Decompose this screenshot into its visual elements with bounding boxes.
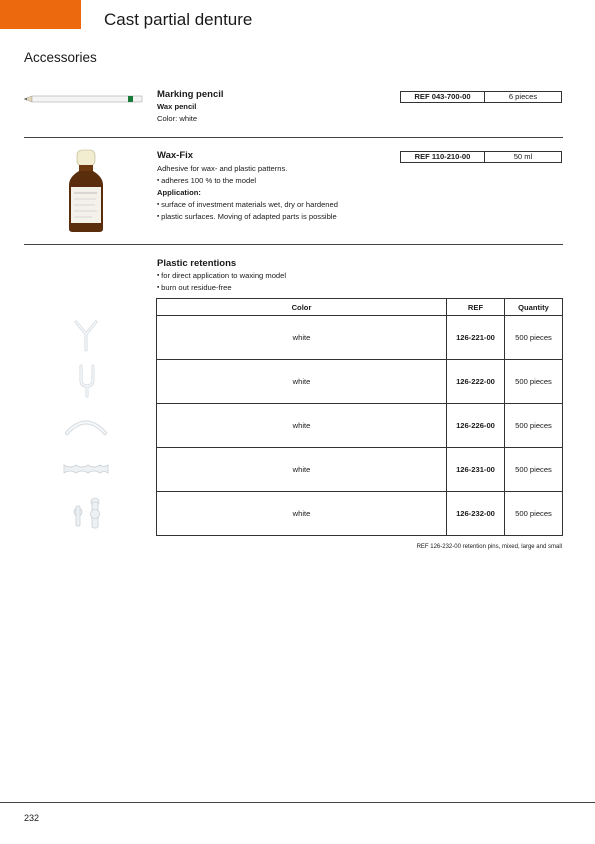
ref-cell: 126-222-00 [447,360,505,404]
ref-box-pencil [400,91,562,103]
wax-fix-bottle-image [66,149,106,233]
retentions-table [156,298,563,536]
application-heading: Application: [157,188,201,197]
retention-y-image [74,320,100,352]
product-name-plastic-retentions: Plastic retentions [157,258,237,269]
table-row [157,404,563,448]
bullet-item: ▪ plastic surfaces. Moving of adapted parts is possible [157,211,337,224]
column-header-ref: REF [447,299,505,316]
ref-cell: 126-221-00 [447,316,505,360]
ref-cell: 126-231-00 [447,448,505,492]
color-cell: white [157,492,447,536]
retention-bar-image [62,462,110,476]
quantity-cell: 500 pieces [505,316,563,360]
divider [24,244,563,245]
product-color-line: Color: white [157,114,198,123]
retention-arc-image [64,414,108,436]
color-cell: white [157,448,447,492]
product-name-wax-fix: Wax-Fix [157,150,194,161]
marking-pencil-image [24,94,144,104]
color-cell: white [157,316,447,360]
retention-fork-image [76,364,98,398]
ref-number: REF 043-700-00 [401,92,485,102]
quantity: 50 ml [513,152,533,161]
quantity-cell: 500 pieces [505,404,563,448]
quantity-cell: 500 pieces [505,360,563,404]
footer-divider [0,802,595,803]
bullet-item: ▪ surface of investment materials wet, dry or hardened [157,199,338,212]
product-subtitle: Wax pencil [157,102,197,111]
ref-box-wax-fix [400,151,562,163]
product-description: Adhesive for wax- and plastic patterns. [157,164,288,173]
ref-number: REF 110-210-00 [401,152,485,162]
page-number: 232 [24,813,40,823]
page-title: Cast partial denture [104,10,253,29]
divider [24,137,563,138]
color-cell: white [157,360,447,404]
table-header-row [157,299,563,316]
table-row [157,316,563,360]
column-header-color: Color [157,299,447,316]
color-cell: white [157,404,447,448]
bullet-item: ▪ adheres 100 % to the model [157,175,256,188]
bullet-item: ▪ for direct application to waxing model [157,270,286,283]
column-header-quantity: Quantity [505,299,563,316]
footnote: REF 126-232-00 retention pins, mixed, large and small [416,544,562,550]
header-accent-tab [0,0,81,29]
product-name-marking-pencil: Marking pencil [157,89,224,100]
section-title: Accessories [24,50,97,65]
bullet-item: ▪ burn out residue-free [157,282,232,295]
quantity-cell: 500 pieces [505,448,563,492]
quantity: 6 pieces [508,92,538,101]
quantity-cell: 500 pieces [505,492,563,536]
table-row [157,492,563,536]
ref-cell: 126-226-00 [447,404,505,448]
retention-pin-image [70,496,104,530]
table-row [157,448,563,492]
table-row [157,360,563,404]
ref-cell: 126-232-00 [447,492,505,536]
